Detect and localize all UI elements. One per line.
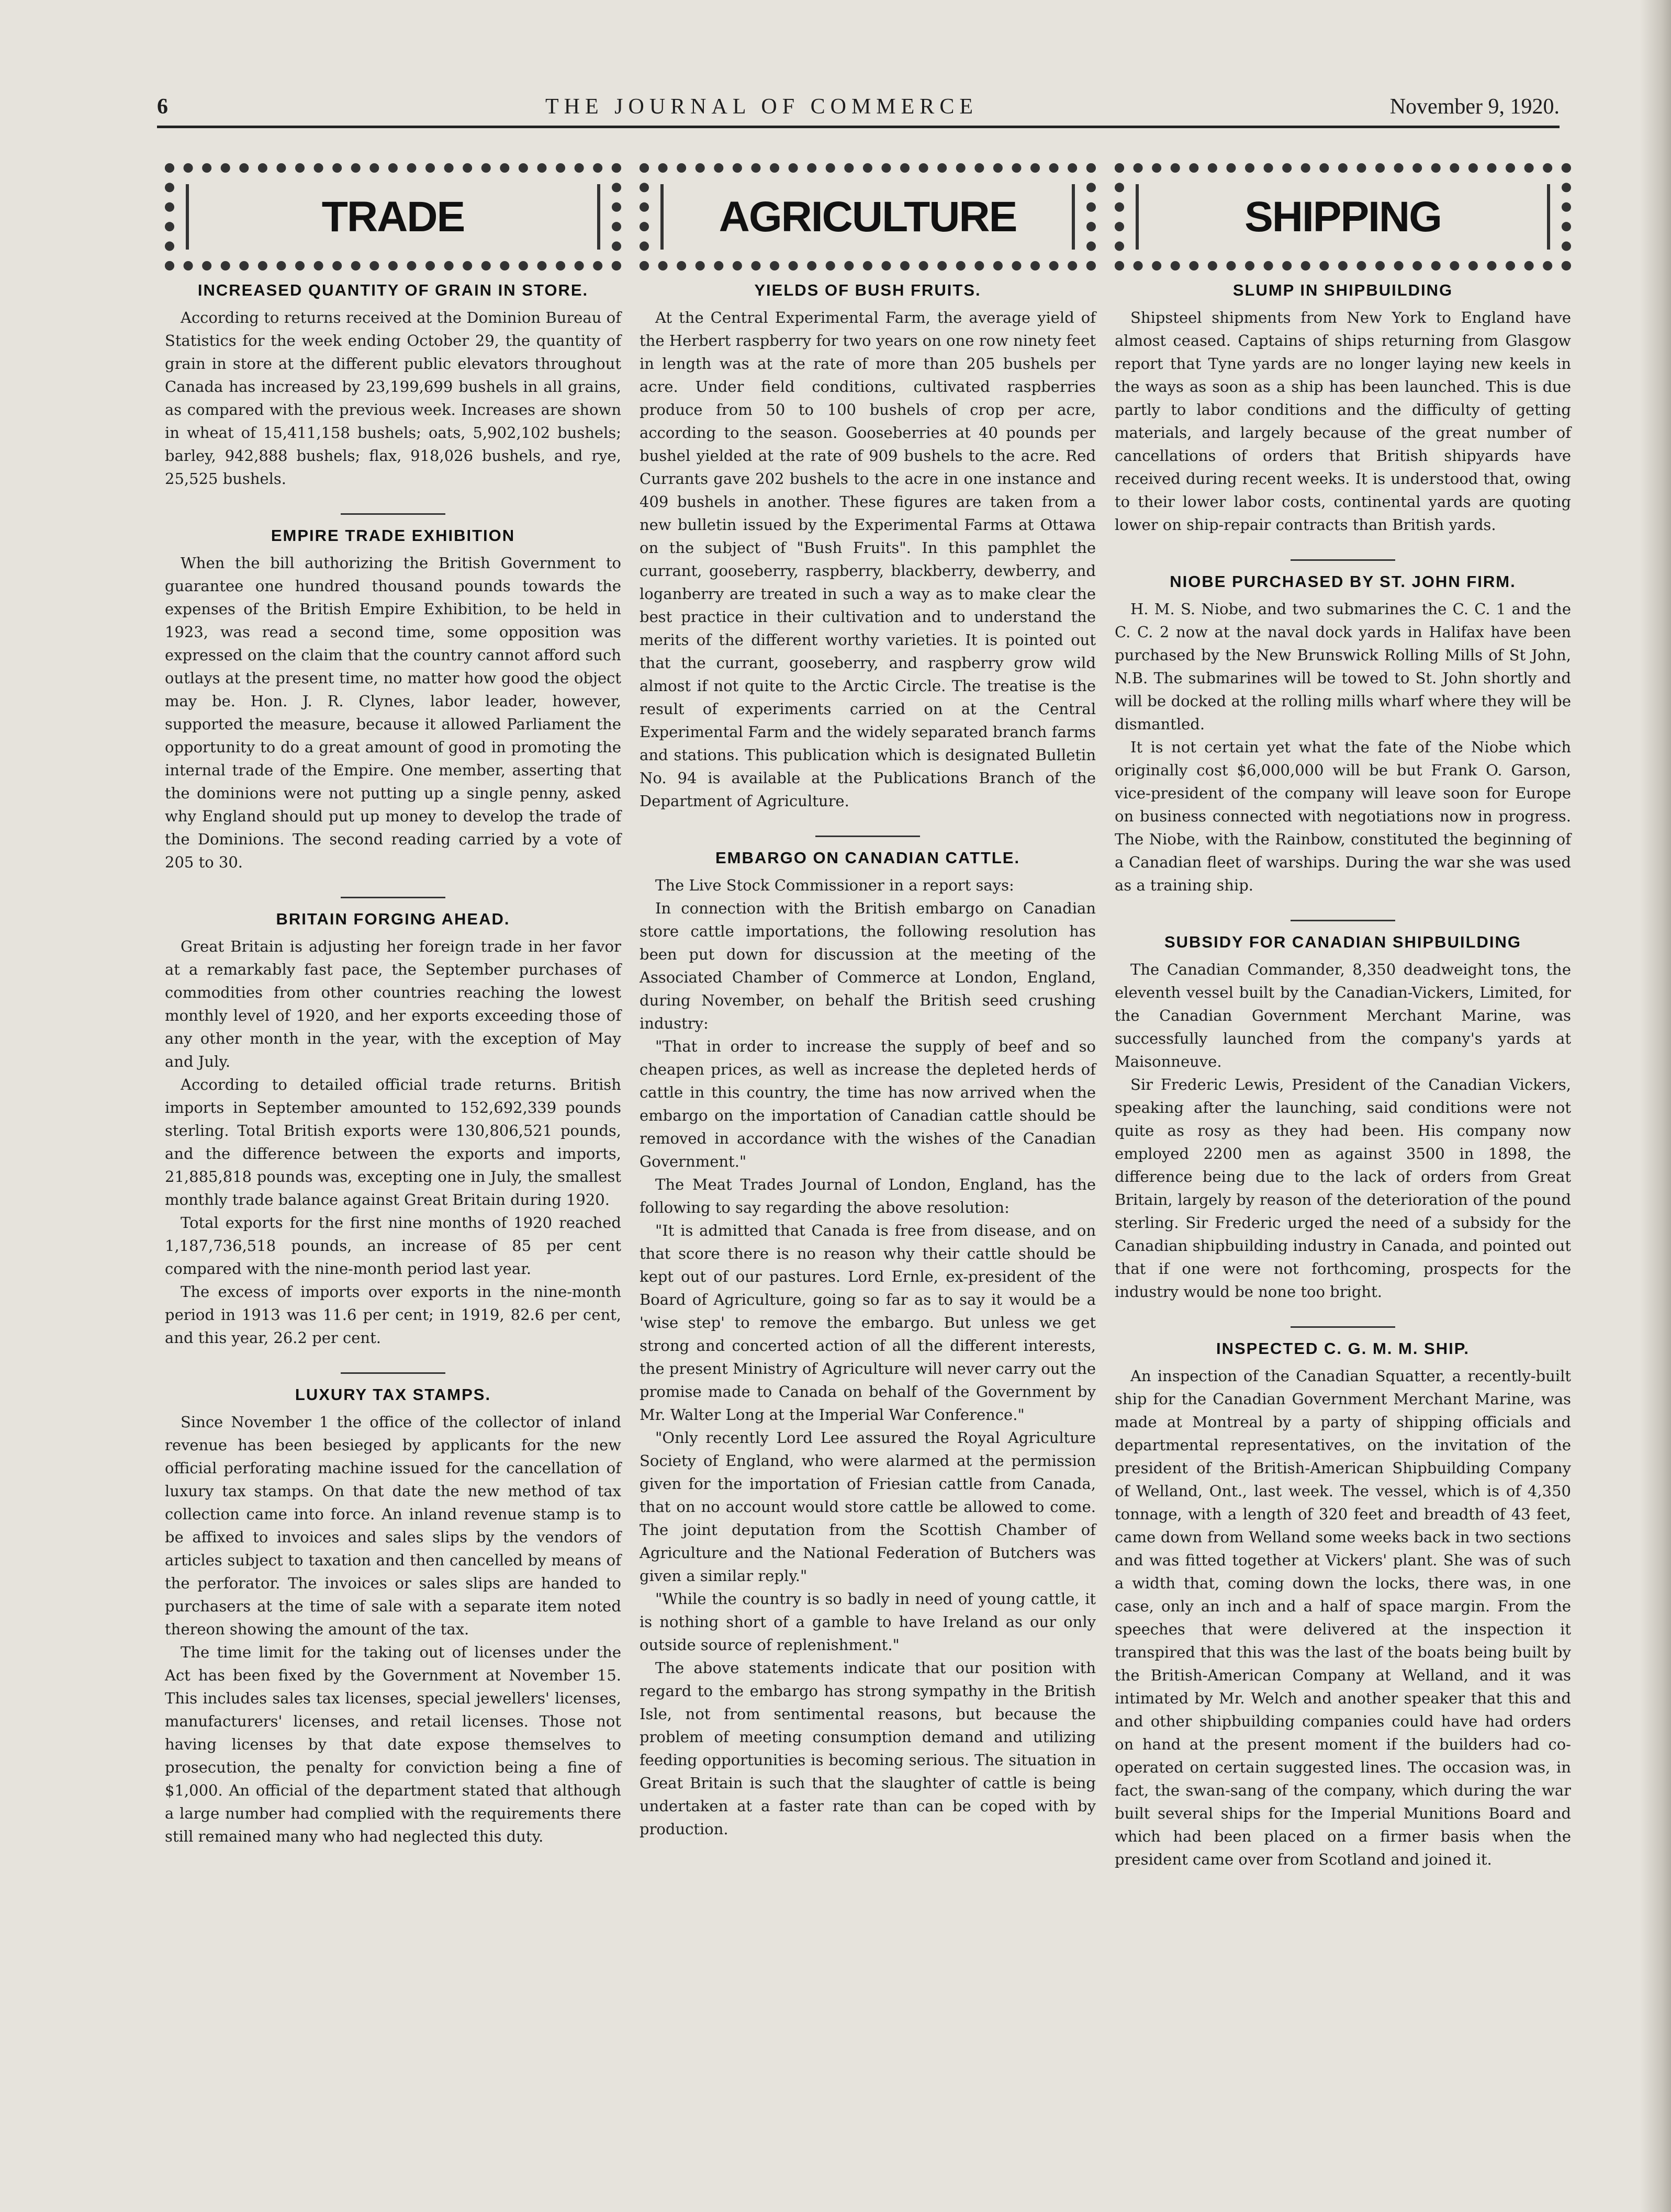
article-paragraph: When the bill authorizing the British Government to guarantee one hundred thousand pounds towards the expenses of the British Empire Exhibition, to be held in 1923, was read a second time, some opposition was expressed on the claim that the country cannot afford such outlays at the present time, no matter how good the object may be. Hon. J. R. Clynes, labor leader, however, supported the measure, because it allowed Parliament the opportunity to do a great amount of good in promoting the internal trade of the Empire. One member, asserting that the dominions were not putting up a single penny, asked why England should put up money to develop the trade of the Dominions. The second reading carried by a vote of 205 to 30. <box>165 554 621 871</box>
column-trade <box>165 163 621 1871</box>
article-paragraph: The Live Stock Commissioner in a report says: <box>655 876 1014 894</box>
section-banner-agriculture <box>640 163 1096 270</box>
article-paragraph: Great Britain is adjusting her foreign trade in her favor at a remarkably fast pace, the September purchases of commodities from other countries reaching the lowest monthly level of 1920, and her exports exceeding those of any other month in the year, with the exception of May and July. <box>165 938 621 1070</box>
article-headline: EMBARGO ON CANADIAN CATTLE. <box>715 849 1020 867</box>
article-paragraph: At the Central Experimental Farm, the average yield of the Herbert raspberry for two years on one row ninety feet in length was at the rate of more than 205 bushels per acre. Under field conditions, cultivated raspberries produce from 50 to 100 bushels of crop per acre, according to the season. Gooseberries at 40 pounds per bushel yielded at the rate of 909 bushels to the acre. Red Currants gave 202 bushels to the acre in one instance and 409 bushels in another. These figures are taken from a new bulletin issued by the Experimental Farms at Ottawa on the subject of "Bush Fruits". In this pamphlet the currant, gooseberry, raspberry, blackberry, dewberry, and loganberry are treated in such a way as to make clear the best practice in their cultivation and to understand the merits of the different worthy varieties. It is pointed out that the currant, gooseberry, and raspberry grow wild almost if not quite to the Arctic Circle. The treatise is the result of experiments carried on at the Central Experimental Farm and the widely separated branch farms and stations. This publication which is designated Bulletin No. 94 is available at the Publications Branch of the Department of Agriculture. <box>640 309 1096 810</box>
article-paragraph: Total exports for the first nine months of 1920 reached 1,187,736,518 pounds, an increase of 85 per cent compared with the nine-month period last year. <box>165 1214 621 1278</box>
column-agriculture <box>640 163 1096 1864</box>
section-title-trade: TRADE <box>321 193 465 241</box>
article-paragraph: Since November 1 the office of the collector of inland revenue has been besieged by applicants for the new official perforating machine issued for the cancellation of luxury tax stamps. On that date the new method of tax collection came into force. An inland revenue stamp is to be affixed to invoices and sales slips by the vendors of articles subject to taxation and then cancelled by means of the perforator. The invoices or sales slips are handed to purchasers at the time of sale with a separate item noted thereon showing the amount of the tax. <box>165 1413 621 1638</box>
article-headline: LUXURY TAX STAMPS. <box>295 1385 491 1404</box>
article-niobe-purchased <box>1115 559 1571 897</box>
running-head <box>157 94 1560 128</box>
article-headline: EMPIRE TRADE EXHIBITION <box>271 526 515 545</box>
article-headline: NIOBE PURCHASED BY ST. JOHN FIRM. <box>1170 572 1516 591</box>
article-subsidy-for-shipbuilding <box>1115 920 1571 1303</box>
article-embargo-on-canadian-cattle <box>640 836 1096 1841</box>
article-paragraph: The excess of imports over exports in the nine-month period in 1913 was 11.6 per cent; in 1919, 82.6 per cent, and this year, 26.2 per cent. <box>165 1283 621 1347</box>
article-headline: BRITAIN FORGING AHEAD. <box>276 910 510 928</box>
article-paragraph: According to detailed official trade returns. British imports in September amounted to 152,692,339 pounds sterling. Total British exports were 130,806,521 pounds, and the difference between the exports and imports, 21,885,818 pounds was, excepting one in July, the smallest monthly trade balance against Great Britain during 1920. <box>165 1076 621 1209</box>
article-grain-in-store <box>165 281 621 490</box>
article-paragraph: "While the country is so badly in need of young cattle, it is nothing short of a gamble to have Ireland as our only outside source of replenishment." <box>640 1590 1096 1654</box>
article-yields-of-bush-fruits <box>640 281 1096 812</box>
article-britain-forging-ahead <box>165 897 621 1349</box>
article-paragraph: Sir Frederic Lewis, President of the Canadian Vickers, speaking after the launching, said conditions were not quite as rosy as they had been. His company now employed 2200 men as against 3500 in 1898, the difference being due to the lack of orders from Great Britain, largely by reason of the deterioration of the pound sterling. Sir Frederic urged the need of a subsidy for the Canadian shipbuilding industry in Canada, and pointed out that if one were not forthcoming, prospects for the industry would be none too bright. <box>1115 1076 1571 1301</box>
article-luxury-tax-stamps <box>165 1372 621 1848</box>
article-divider <box>341 1372 445 1374</box>
section-banner-trade <box>165 163 621 270</box>
column-shipping <box>1115 163 1571 1894</box>
article-paragraph: The Meat Trades Journal of London, England, has the following to say regarding the above resolution: <box>640 1176 1096 1216</box>
article-inspected-cgmm-ship <box>1115 1326 1571 1871</box>
page-number: 6 <box>157 95 168 119</box>
issue-date: November 9, 1920. <box>1389 95 1560 119</box>
article-paragraph: The above statements indicate that our position with regard to the embargo has strong sympathy in the British Isle, not from sentimental reasons, but because the problem of meeting consumption demand and utilizing feeding opportunities is becoming serious. The situation in Great Britain is such that the slaughter of cattle is being undertaken at a faster rate than can be coped with by production. <box>640 1659 1096 1838</box>
article-headline: SLUMP IN SHIPBUILDING <box>1232 281 1453 299</box>
article-divider <box>1291 559 1395 561</box>
article-paragraph: "That in order to increase the supply of beef and so cheapen prices, as well as increase the depleted herds of cattle in this country, the time has now arrived when the embargo on the importation of Canadian cattle should be removed in accordance with the wishes of the Canadian Government." <box>640 1037 1096 1170</box>
article-paragraph: The Canadian Commander, 8,350 deadweight tons, the eleventh vessel built by the Canadian-Vickers, Limited, for the Canadian Government Merchant Marine, was successfully launched from the company's yards at Maisonneuve. <box>1115 961 1571 1070</box>
article-paragraph: "It is admitted that Canada is free from disease, and on that score there is no reason why their cattle should be kept out of our pastures. Lord Ernle, ex-president of the Board of Agriculture, going so far as to say it would be a 'wise step' to remove the embargo. But unless we get strong and concerted action of all the different interests, the present Ministry of Agriculture will never carry out the promise made to Canada on behalf of the Government by Mr. Walter Long at the Imperial War Conference." <box>640 1222 1096 1424</box>
section-banner-shipping <box>1115 163 1571 270</box>
article-headline: INSPECTED C. G. M. M. SHIP. <box>1216 1339 1470 1358</box>
article-paragraph: It is not certain yet what the fate of the Niobe which originally cost $6,000,000 will be but Frank O. Garson, vice-president of the company will leave soon for Europe on business connected with negotiations now in progress. The Niobe, with the Rainbow, constituted the beginning of a Canadian fleet of warships. During the war she was used as a training ship. <box>1115 738 1571 894</box>
section-title-agriculture: AGRICULTURE <box>719 193 1017 241</box>
article-paragraph: According to returns received at the Dominion Bureau of Statistics for the week ending October 29, the quantity of grain in store at the different public elevators throughout Canada has increased by 23,199,699 bushels in all grains, as compared with the previous week. Increases are shown in wheat of 15,411,158 bushels; oats, 5,902,102 bushels; barley, 942,888 bushels; flax, 918,026 bushels, and rye, 25,525 bushels. <box>165 309 621 488</box>
article-paragraph: An inspection of the Canadian Squatter, a recently-built ship for the Canadian Government Merchant Marine, was made at Montreal by a party of shipping officials and departmental representatives, on the invitation of the president of the British-American Shipbuilding Company of Welland, Ont., last week. The vessel, which is of 4,350 tonnage, with a length of 320 feet and breadth of 43 feet, came down from Welland some weeks back in two sections and was fitted together at Vickers' plant. She was of such a width that, coming down the locks, there was, in one case, only an inch and a half of space margin. From the speeches that were delivered at the inspection it transpired that this was the last of the boats being built by the British-American Company at Welland, and it was intimated by Mr. Welch and another speaker that this and and other shipbuilding companies could have had orders on hand at the present moment if the builders had co-operated on certain suggested lines. The occasion was, in fact, the swan-sang of the company, which during the war built several ships for the Imperial Munitions Board and which had been placed on a firmer basis when the president came over from Scotland and joined it. <box>1115 1367 1571 1868</box>
article-divider <box>1291 1326 1395 1328</box>
article-paragraph: Shipsteel shipments from New York to England have almost ceased. Captains of ships returning from Glasgow report that Tyne yards are no longer laying new keels in the ways as soon as a ship has been launched. This is due partly to labor conditions and the difficulty of getting materials, and largely because of the great number of cancellations of orders that British shipyards have received during recent weeks. It is understood that, owing to their lower labor costs, continental yards are quoting lower on ship-repair contracts than British yards. <box>1115 309 1571 534</box>
article-divider <box>1291 920 1395 921</box>
article-divider <box>341 897 445 898</box>
article-paragraph: In connection with the British embargo on Canadian store cattle importations, the following resolution has been put down for discussion at the meeting of the Associated Chamber of Commerce at London, England, during November, on behalf the British seed crushing industry: <box>640 899 1096 1032</box>
article-paragraph: The time limit for the taking out of licenses under the Act has been fixed by the Government at November 15. This includes sales tax licenses, special jewellers' licenses, manufacturers' licenses, and retail licenses. Those not having licenses by that date expose themselves to prosecution, the penalty for conviction being a fine of $1,000. An official of the department stated that although a large number had complied with the requirements there still remained many who had neglected this duty. <box>165 1643 621 1845</box>
article-divider <box>341 513 445 515</box>
article-paragraph: "Only recently Lord Lee assured the Royal Agriculture Society of England, who were alarmed at the permission given for the importation of Friesian cattle from Canada, that on no account would store cattle be allowed to come. The joint deputation from the Scottish Chamber of Agriculture and the National Federation of Butchers was given a similar reply." <box>640 1429 1096 1585</box>
article-headline: INCREASED QUANTITY OF GRAIN IN STORE. <box>197 281 589 299</box>
article-divider <box>815 836 920 837</box>
journal-title: THE JOURNAL OF COMMERCE <box>545 95 978 119</box>
article-slump-in-shipbuilding <box>1115 281 1571 536</box>
page-binding-shadow <box>1640 0 1671 2212</box>
article-headline: YIELDS OF BUSH FRUITS. <box>754 281 981 299</box>
article-paragraph: H. M. S. Niobe, and two submarines the C. C. 1 and the C. C. 2 now at the naval dock yards in Halifax have been purchased by the New Brunswick Rolling Mills of St John, N.B. The submarines will be towed to St. John shortly and will be docked at the rolling mills wharf where they will be dismantled. <box>1115 600 1571 733</box>
section-title-shipping: SHIPPING <box>1244 193 1441 241</box>
article-empire-trade-exhibition <box>165 513 621 874</box>
article-headline: SUBSIDY FOR CANADIAN SHIPBUILDING <box>1164 933 1522 951</box>
